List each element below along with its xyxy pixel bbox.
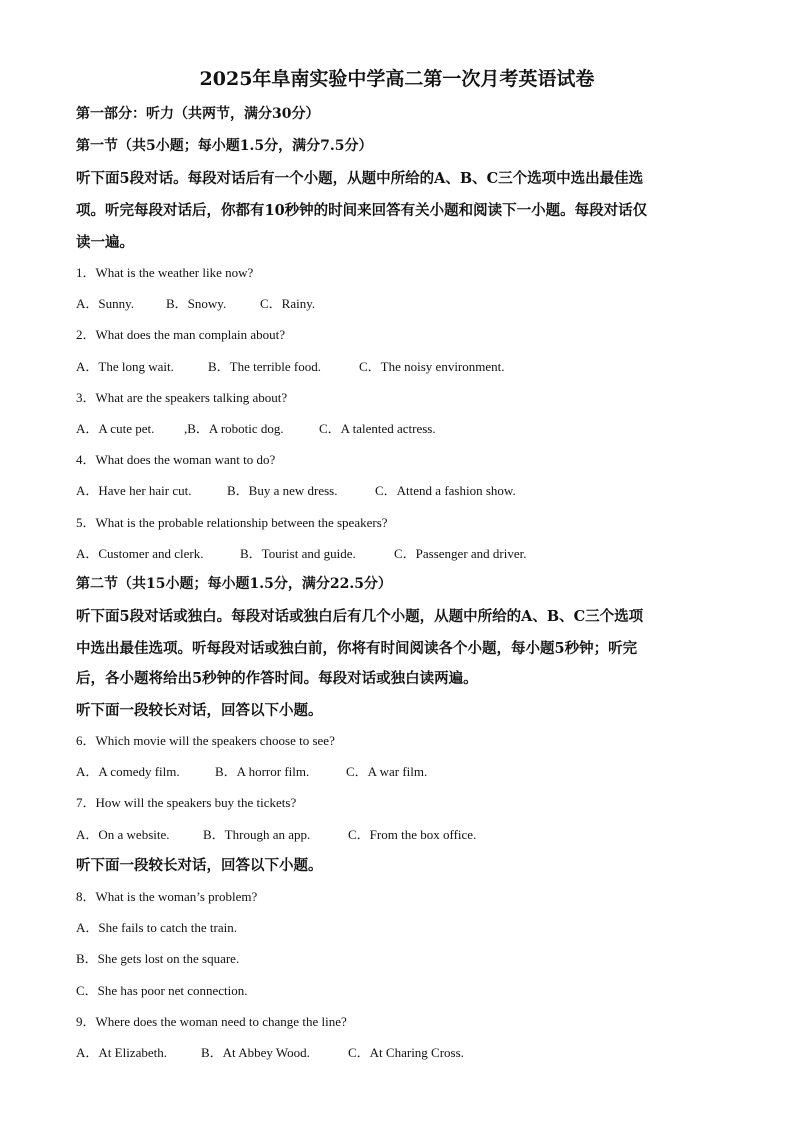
answer-options [76, 480, 516, 500]
answer-options [76, 1042, 464, 1062]
section2-heading: 第二节（共15小题；每小题1.5分，满分22.5分） [76, 576, 392, 592]
question-stem: 8．What is the woman’s problem? [76, 889, 258, 904]
option-c: C．From the box office. [348, 827, 477, 842]
option-c: C．She has poor net connection. [76, 983, 248, 998]
answer-options [76, 824, 476, 844]
option-c: C．The noisy environment. [359, 359, 505, 374]
answer-options [76, 356, 505, 376]
option-b: B．Buy a new dress. [227, 483, 338, 498]
question-stem: 5．What is the probable relationship between the speakers? [76, 515, 388, 530]
option-a: A．Customer and clerk. [76, 546, 204, 561]
dialogue-prompt: 听下面一段较长对话，回答以下小题。 [76, 857, 323, 874]
option-b: B．Snowy. [166, 296, 227, 311]
option-b: B．The terrible food. [208, 359, 321, 374]
question-stem: 3．What are the speakers talking about? [76, 390, 288, 405]
option-a: A．Sunny. [76, 296, 135, 311]
option-b: B．At Abbey Wood. [201, 1045, 310, 1060]
section2-instruction-line: 听下面5段对话或独白。每段对话或独白后有几个小题，从题中所给的A、B、C三个选项 [76, 608, 644, 625]
question-stem: 9．Where does the woman need to change the line? [76, 1014, 347, 1029]
part1-heading: 第一部分：听力（共两节，满分30分） [76, 106, 320, 122]
option-a: A．A comedy film. [76, 764, 180, 779]
answer-options [76, 543, 527, 563]
section1-instruction-line: 项。听完每段对话后，你都有10秒钟的时间来回答有关小题和阅读下一小题。每段对话仅 [76, 202, 648, 219]
option-b: B．A horror film. [215, 764, 310, 779]
exam-title: 2025年阜南实验中学高二第一次月考英语试卷 [199, 68, 595, 90]
question-stem: 4．What does the woman want to do? [76, 452, 276, 467]
option-c: C．A war film. [346, 764, 428, 779]
section1-instruction-line: 听下面5段对话。每段对话后有一个小题，从题中所给的A、B、C三个选项中选出最佳选 [76, 170, 644, 187]
question-stem: 6．Which movie will the speakers choose to see? [76, 733, 335, 748]
question-stem: 2．What does the man complain about? [76, 327, 286, 342]
answer-options [76, 418, 436, 438]
option-b: B．Through an app. [203, 827, 311, 842]
option-c: C．Attend a fashion show. [375, 483, 516, 498]
option-a: A．The long wait. [76, 359, 174, 374]
option-b: B．She gets lost on the square. [76, 951, 240, 966]
option-c: C．Passenger and driver. [394, 546, 527, 561]
answer-options [76, 761, 427, 781]
option-c: C．Rainy. [260, 296, 316, 311]
section2-instruction-line: 中选出最佳选项。听每段对话或独白前，你将有时间阅读各个小题，每小题5秒钟；听完 [76, 640, 638, 657]
option-a: A．She fails to catch the train. [76, 920, 238, 935]
answer-options [76, 293, 315, 313]
section1-heading: 第一节（共5小题；每小题1.5分，满分7.5分） [76, 138, 373, 154]
option-a: A．A cute pet. [76, 421, 155, 436]
option-a: A．Have her hair cut. [76, 483, 192, 498]
option-c: C．At Charing Cross. [348, 1045, 464, 1060]
option-b: B．Tourist and guide. [240, 546, 356, 561]
section1-instruction-line: 读一遍。 [76, 234, 134, 251]
section2-instruction-line: 后，各小题将给出5秒钟的作答时间。每段对话或独白读两遍。 [76, 670, 478, 687]
option-a: A．At Elizabeth. [76, 1045, 167, 1060]
option-b: ,B．A robotic dog. [184, 421, 284, 436]
option-c: C．A talented actress. [319, 421, 436, 436]
question-stem: 1．What is the weather like now? [76, 265, 254, 280]
dialogue-prompt: 听下面一段较长对话，回答以下小题。 [76, 702, 323, 719]
option-a: A．On a website. [76, 827, 170, 842]
question-stem: 7．How will the speakers buy the tickets? [76, 795, 297, 810]
